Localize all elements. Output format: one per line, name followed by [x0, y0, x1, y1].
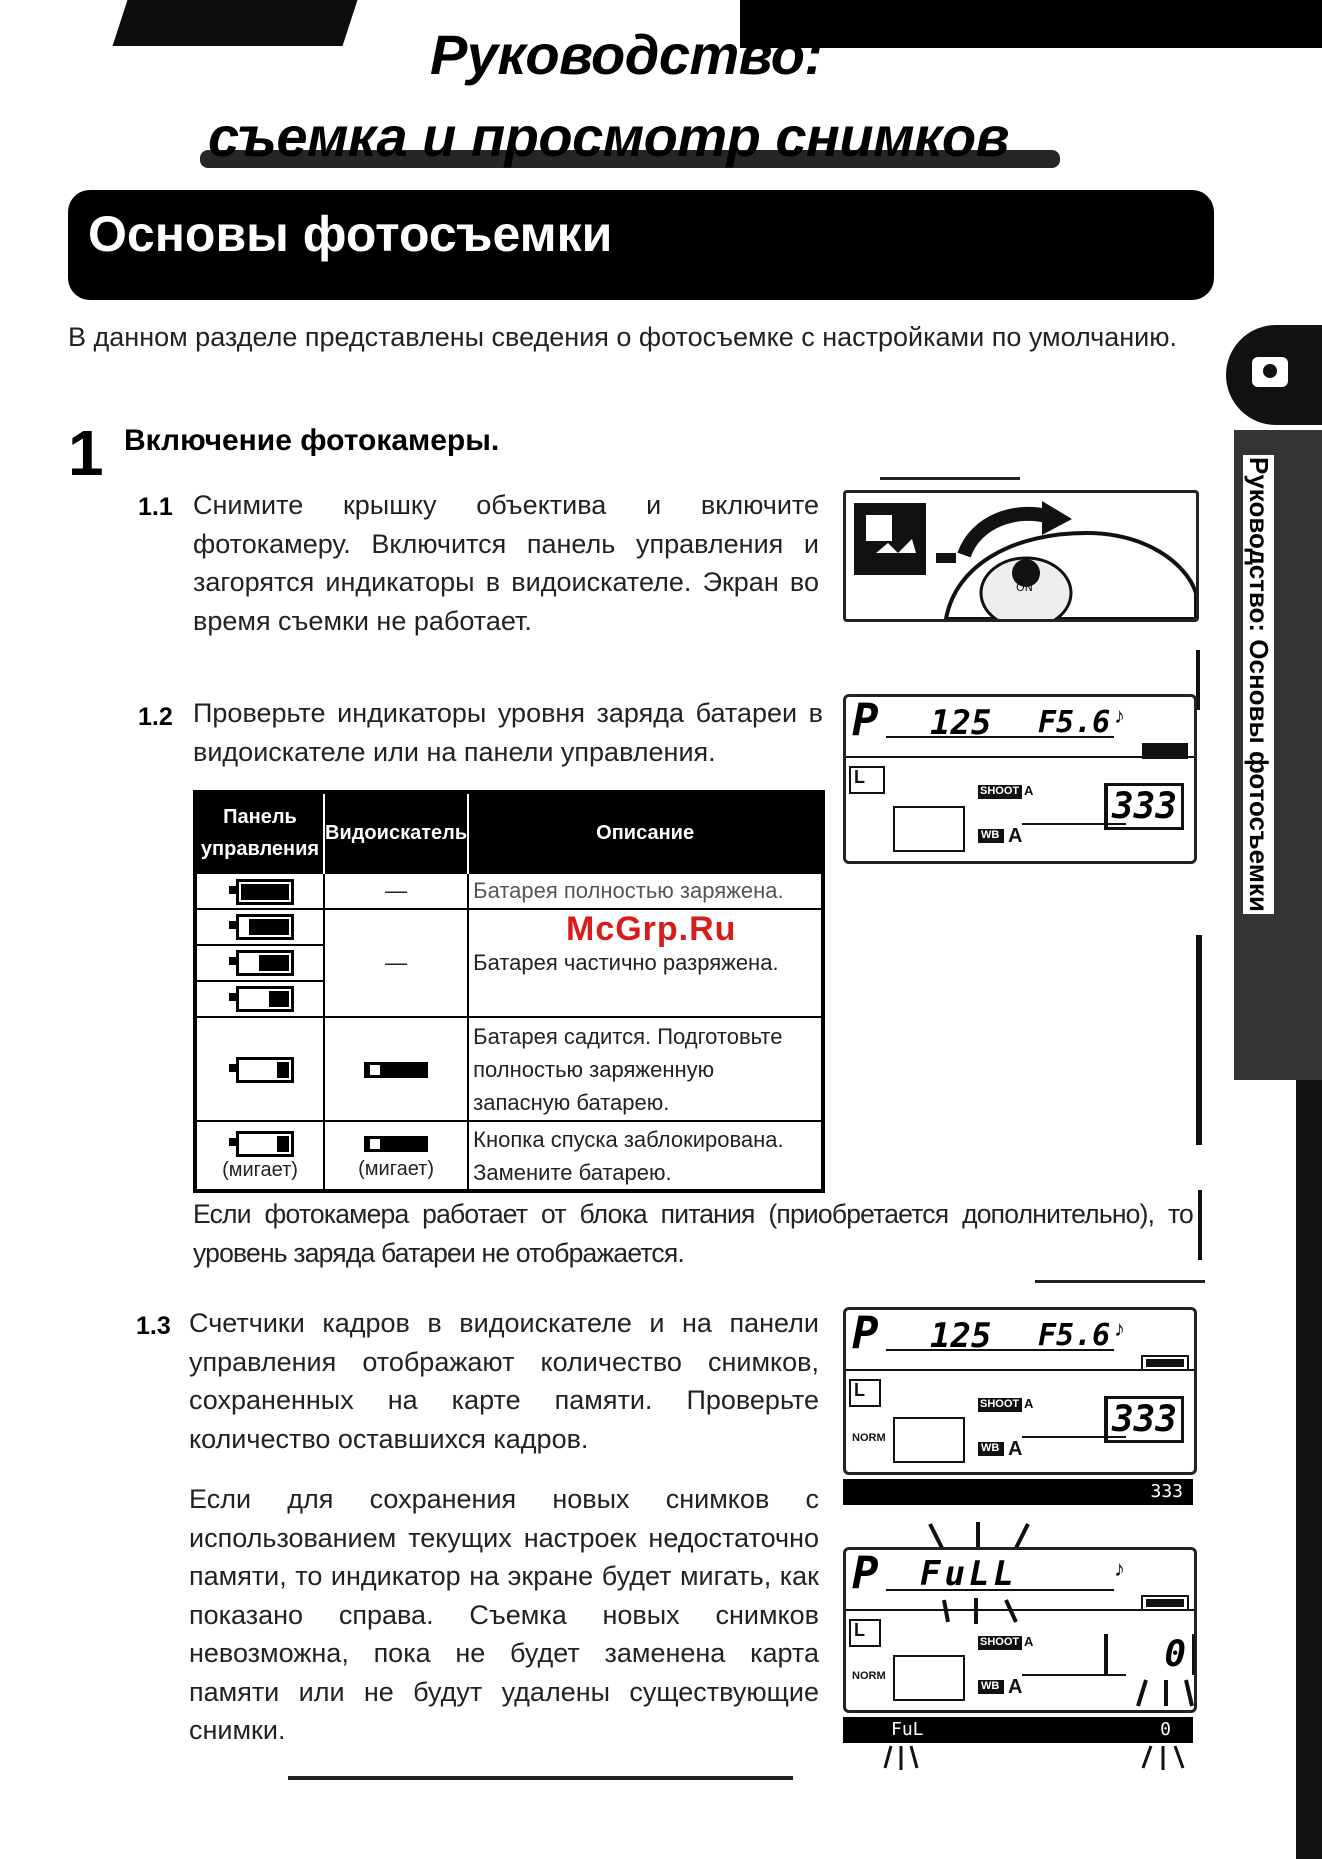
- viewfinder-display-1: [843, 1479, 1193, 1505]
- lcd-beep-icon: ♪: [1114, 1556, 1125, 1581]
- description-cell: Батарея полностью заряжена.: [468, 873, 823, 909]
- viewfinder-display-full: [843, 1717, 1193, 1743]
- battery-empty-icon: [236, 1131, 294, 1157]
- header-control-panel: Панель управления: [195, 792, 324, 873]
- lcd-mode: P: [852, 1308, 879, 1359]
- scan-bracket-right-3: [1196, 935, 1202, 1145]
- lcd-shutter: 125: [930, 1316, 992, 1356]
- lcd-shutter: 125: [930, 703, 992, 743]
- lcd-aperture: F5.6: [1038, 1318, 1111, 1353]
- control-panel-display-1: [843, 694, 1197, 864]
- intro-paragraph: В данном разделе представлены сведения о фотосъемке с настройками по умолчанию.: [68, 322, 1178, 352]
- vf-full-count: 0: [1160, 1719, 1171, 1740]
- description-cell: Батарея садится. Подготовьте полностью заряженную запасную батарею.: [468, 1017, 823, 1121]
- lcd-beep-icon: ♪: [1114, 703, 1125, 728]
- lcd-shoot-bank: A: [1024, 1634, 1034, 1649]
- lcd-mode: P: [852, 1548, 879, 1599]
- vf-frame-count: 333: [1150, 1481, 1183, 1502]
- blink-note: (мигает): [222, 1158, 298, 1181]
- rule-footer: [288, 1776, 793, 1780]
- substep-1-3-text-2: Если для сохранения новых снимков с использованием текущих настроек недостаточно памяти, то индикатор на экране будет мигать, как показано справа. Съемка новых снимков невозможна, пока не будет заменена карта памяти или не будут удалены существующие снимки.: [189, 1484, 819, 1745]
- header-description: Описание: [468, 792, 823, 873]
- control-panel-display-full: [843, 1547, 1197, 1713]
- substep-1-1-number: 1.1: [138, 493, 173, 521]
- page-title-line-1: Руководство:: [430, 23, 823, 86]
- viewfinder-empty-blink-cell: [324, 1121, 468, 1191]
- battery-half-icon: [197, 946, 323, 982]
- viewfinder-cell: —: [324, 909, 468, 1017]
- lcd-bracket-l: L: [854, 767, 865, 787]
- substep-1-2-text: Проверьте индикаторы уровня заряда батареи в видоискателе или на панели управления.: [193, 698, 823, 767]
- lcd-shoot-label: [980, 785, 1019, 797]
- control-panel-display-2: [843, 1307, 1197, 1475]
- substep-1-3-number: 1.3: [136, 1312, 171, 1340]
- viewfinder-cell: —: [324, 873, 468, 909]
- camera-power-illustration: [843, 490, 1199, 622]
- vf-full-message: FuL: [891, 1719, 924, 1740]
- scan-smear-top-right: [740, 0, 1322, 48]
- substep-1-3-text: Счетчики кадров в видоискателе и на панели управления отображают количество снимков, сохраненных на карте памяти. Проверьте количество оставшихся кадров.: [189, 1308, 819, 1454]
- lcd-aperture: F5.6: [1038, 705, 1111, 740]
- lcd-shoot-text: SHOOT: [980, 785, 1020, 797]
- lcd-shoot-bank: A: [1024, 1396, 1034, 1411]
- lcd-bracket-l: L: [854, 1620, 865, 1640]
- lcd-wb-label: WB: [981, 1442, 1000, 1454]
- rule-above-1-1: [880, 477, 1020, 480]
- page-title-line-2: съемка и просмотр снимков: [208, 105, 1009, 168]
- table-row: [195, 1121, 823, 1191]
- description-cell: Батарея частично разряжена.: [468, 909, 823, 1017]
- viewfinder-battery-low-icon: [324, 1017, 468, 1121]
- scan-bracket-right-2: [1198, 1190, 1202, 1260]
- lcd-quality: NORM: [852, 1432, 886, 1444]
- substep-1-2-number: 1.2: [138, 703, 173, 731]
- lcd-full-count: 0: [1104, 1634, 1195, 1675]
- description-cell: Кнопка спуска заблокирована. Замените батарею.: [468, 1121, 823, 1191]
- battery-full-icon: [195, 873, 324, 909]
- watermark: McGrp.Ru: [566, 910, 737, 948]
- lcd-frame-count: 333: [1104, 783, 1184, 830]
- lcd-quality: NORM: [852, 1670, 886, 1682]
- lcd-wb-label: WB: [981, 829, 1000, 841]
- battery-low-icon: [195, 1017, 324, 1121]
- lcd-shoot-label: SHOOT: [980, 1636, 1020, 1648]
- table-row: [195, 1017, 823, 1121]
- lcd-bracket-l: L: [854, 1380, 865, 1400]
- lcd-wb-value: A: [1008, 1676, 1023, 1698]
- blink-note: (мигает): [358, 1158, 434, 1180]
- step-title: Включение фотокамеры.: [124, 424, 500, 457]
- blink-rays-bottom: [843, 1744, 1193, 1772]
- battery-three-quarter-icon: [197, 910, 323, 946]
- lcd-wb-value: A: [1008, 1438, 1023, 1460]
- battery-level-table: [193, 790, 825, 1193]
- lcd-wb-label: WB: [981, 1680, 1000, 1692]
- viewfinder-battery-empty-icon: [364, 1136, 428, 1152]
- rule-below-note: [1035, 1280, 1205, 1283]
- header-viewfinder: Видоискатель: [324, 792, 468, 873]
- battery-empty-blink-cell: [195, 1121, 324, 1191]
- substep-1-2-note: Если фотокамера работает от блока питания (приобретается дополнительно), то уровень заряда батареи не отображается.: [193, 1199, 1193, 1268]
- lcd-wb-value: A: [1008, 825, 1023, 847]
- substep-1-1-text: Снимите крышку объектива и включите фотокамеру. Включится панель управления и загорятся индикаторы в видоискателе. Экран во время съемки не работает.: [193, 490, 819, 636]
- lcd-shoot-label: SHOOT: [980, 1398, 1020, 1410]
- camera-top-drawing: [846, 493, 1196, 619]
- camera-icon: [1252, 357, 1288, 387]
- step-number: 1: [68, 417, 104, 489]
- section-title: Основы фотосъемки: [88, 206, 613, 262]
- side-tab-label: Руководство: Основы фотосъемки: [1244, 457, 1274, 912]
- battery-partial-icons: [195, 909, 324, 1017]
- svg-text:ON: ON: [1016, 581, 1033, 594]
- lcd-frame-count: 333: [1104, 1396, 1184, 1443]
- lcd-beep-icon: ♪: [1114, 1316, 1125, 1341]
- table-row: [195, 873, 823, 909]
- battery-quarter-icon: [197, 982, 323, 1016]
- lcd-shoot-bank: A: [1024, 783, 1034, 798]
- lcd-full-message: FuLL: [920, 1554, 1018, 1594]
- side-tab-strip: [1296, 1080, 1322, 1859]
- table-header-row: [195, 792, 823, 873]
- lcd-mode: P: [852, 695, 879, 746]
- scan-smear-top-left: [113, 0, 358, 46]
